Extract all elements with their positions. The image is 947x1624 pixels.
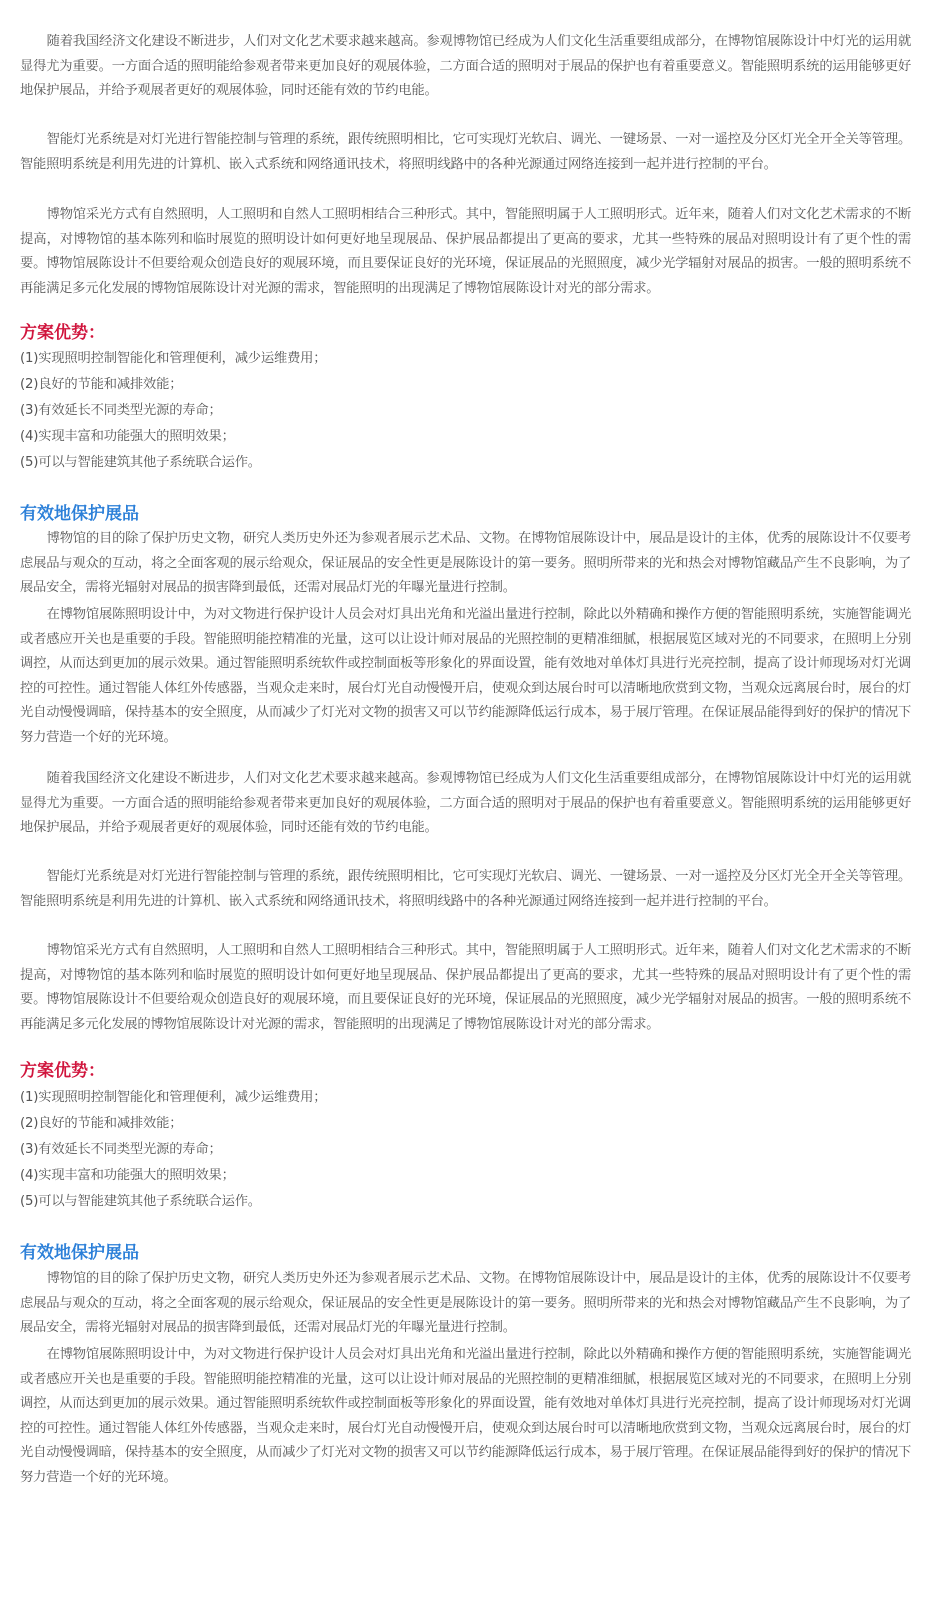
advantages-heading: 方案优势： (20, 1061, 105, 1081)
advantages-heading: 方案优势： (20, 323, 105, 343)
protect-paragraph: 在博物馆展陈照明设计中，为对文物进行保护设计人员会对灯具出光角和光溢出量进行控制，除此以外精确和操作方便的智能照明系统，实施智能调光或者感应开关也是重要的手段。智能照明能控精准的光量，这可以让设计师对展品的光照控制的更精准细腻，根据展览区域对光的不同要求，在照明上分别调控，从而达到更加的展示效果。通过智能照明系统软件或控制面板等形象化的界面设置，能有效地对单体灯具进行光亮控制，提高了设计师现场对灯光调控的可控性。通过智能人体红外传感器，当观众走来时，展台灯光自动慢慢开启，使观众到达展台时可以清晰地欣赏到文物，当观众远离展台时，展台的灯光自动慢慢调暗，保持基本的安全照度，从而减少了灯光对文物的损害又可以节约能源降低运行成本，易于展厅管理。在保证展品能得到好的保护的情况下努力营造一个好的光环境。 (20, 1347, 911, 1485)
intro-paragraph: 博物馆采光方式有自然照明，人工照明和自然人工照明相结合三种形式。其中，智能照明属于人工照明形式。近年来，随着人们对文化艺术需求的不断提高，对博物馆的基本陈列和临时展览的照明设计如何更好地呈现展品、保护展品都提出了更高的要求，尤其一些特殊的展品对照明设计有了更个性的需要。博物馆展陈设计不但要给观众创造良好的观展环境，而且要保证良好的光环境，保证展品的光照照度，减少光学辐射对展品的损害。一般的照明系统不再能满足多元化发展的博物馆展陈设计对光源的需求，智能照明的出现满足了博物馆展陈设计对光的部分需求。 (20, 943, 911, 1032)
protect-paragraph: 在博物馆展陈照明设计中，为对文物进行保护设计人员会对灯具出光角和光溢出量进行控制，除此以外精确和操作方便的智能照明系统，实施智能调光或者感应开关也是重要的手段。智能照明能控精准的光量，这可以让设计师对展品的光照控制的更精准细腻，根据展览区域对光的不同要求，在照明上分别调控，从而达到更加的展示效果。通过智能照明系统软件或控制面板等形象化的界面设置，能有效地对单体灯具进行光亮控制，提高了设计师现场对灯光调控的可控性。通过智能人体红外传感器，当观众走来时，展台灯光自动慢慢开启，使观众到达展台时可以清晰地欣赏到文物，当观众远离展台时，展台的灯光自动慢慢调暗，保持基本的安全照度，从而减少了灯光对文物的损害又可以节约能源降低运行成本，易于展厅管理。在保证展品能得到好的保护的情况下努力营造一个好的光环境。 (20, 607, 911, 745)
advantage-item: (4)实现丰富和功能强大的照明效果； (20, 429, 235, 444)
advantage-item: (3)有效延长不同类型光源的寿命； (20, 403, 222, 418)
advantage-item: (5)可以与智能建筑其他子系统联合运作。 (20, 455, 261, 470)
intro-paragraph: 智能灯光系统是对灯光进行智能控制与管理的系统，跟传统照明相比，它可实现灯光软启、调光、一键场景、一对一遥控及分区灯光全开全关等管理。智能照明系统是利用先进的计算机、嵌入式系统和网络通讯技术，将照明线路中的各种光源通过网络连接到一起并进行控制的平台。 (20, 869, 911, 909)
intro-paragraph: 随着我国经济文化建设不断进步，人们对文化艺术要求越来越高。参观博物馆已经成为人们文化生活重要组成部分，在博物馆展陈设计中灯光的运用就显得尤为重要。一方面合适的照明能给参观者带来更加良好的观展体验，二方面合适的照明对于展品的保护也有着重要意义。智能照明系统的运用能够更好地保护展品，并给予观展者更好的观展体验，同时还能有效的节约电能。 (20, 34, 911, 98)
protect-paragraph: 博物馆的目的除了保护历史文物，研究人类历史外还为参观者展示艺术品、文物。在博物馆展陈设计中，展品是设计的主体，优秀的展陈设计不仅要考虑展品与观众的互动，将之全面客观的展示给观众，保证展品的安全性更是展陈设计的第一要务。照明所带来的光和热会对博物馆藏品产生不良影响，为了展品安全，需将光辐射对展品的损害降到最低，还需对展品灯光的年曝光量进行控制。 (20, 1271, 911, 1335)
intro-paragraph: 智能灯光系统是对灯光进行智能控制与管理的系统，跟传统照明相比，它可实现灯光软启、调光、一键场景、一对一遥控及分区灯光全开全关等管理。智能照明系统是利用先进的计算机、嵌入式系统和网络通讯技术，将照明线路中的各种光源通过网络连接到一起并进行控制的平台。 (20, 132, 911, 172)
advantages-list (20, 346, 911, 476)
advantage-item: (5)可以与智能建筑其他子系统联合运作。 (20, 1194, 261, 1209)
advantage-item: (3)有效延长不同类型光源的寿命； (20, 1142, 222, 1157)
advantage-item: (1)实现照明控制智能化和管理便利，减少运维费用； (20, 351, 327, 366)
advantage-item: (1)实现照明控制智能化和管理便利，减少运维费用； (20, 1090, 327, 1105)
protect-heading: 有效地保护展品 (20, 1243, 139, 1263)
intro-paragraph: 随着我国经济文化建设不断进步，人们对文化艺术要求越来越高。参观博物馆已经成为人们文化生活重要组成部分，在博物馆展陈设计中灯光的运用就显得尤为重要。一方面合适的照明能给参观者带来更加良好的观展体验，二方面合适的照明对于展品的保护也有着重要意义。智能照明系统的运用能够更好地保护展品，并给予观展者更好的观展体验，同时还能有效的节约电能。 (20, 771, 911, 835)
advantage-item: (4)实现丰富和功能强大的照明效果； (20, 1168, 235, 1183)
advantage-item: (2)良好的节能和减排效能； (20, 1116, 183, 1131)
advantage-item: (2)良好的节能和减排效能； (20, 377, 183, 392)
intro-paragraph: 博物馆采光方式有自然照明，人工照明和自然人工照明相结合三种形式。其中，智能照明属于人工照明形式。近年来，随着人们对文化艺术需求的不断提高，对博物馆的基本陈列和临时展览的照明设计如何更好地呈现展品、保护展品都提出了更高的要求，尤其一些特殊的展品对照明设计有了更个性的需要。博物馆展陈设计不但要给观众创造良好的观展环境，而且要保证良好的光环境，保证展品的光照照度，减少光学辐射对展品的损害。一般的照明系统不再能满足多元化发展的博物馆展陈设计对光源的需求，智能照明的出现满足了博物馆展陈设计对光的部分需求。 (20, 207, 911, 296)
protect-heading: 有效地保护展品 (20, 504, 139, 524)
protect-paragraph: 博物馆的目的除了保护历史文物，研究人类历史外还为参观者展示艺术品、文物。在博物馆展陈设计中，展品是设计的主体，优秀的展陈设计不仅要考虑展品与观众的互动，将之全面客观的展示给观众，保证展品的安全性更是展陈设计的第一要务。照明所带来的光和热会对博物馆藏品产生不良影响，为了展品安全，需将光辐射对展品的损害降到最低，还需对展品灯光的年曝光量进行控制。 (20, 531, 911, 595)
advantages-list (20, 1085, 911, 1215)
